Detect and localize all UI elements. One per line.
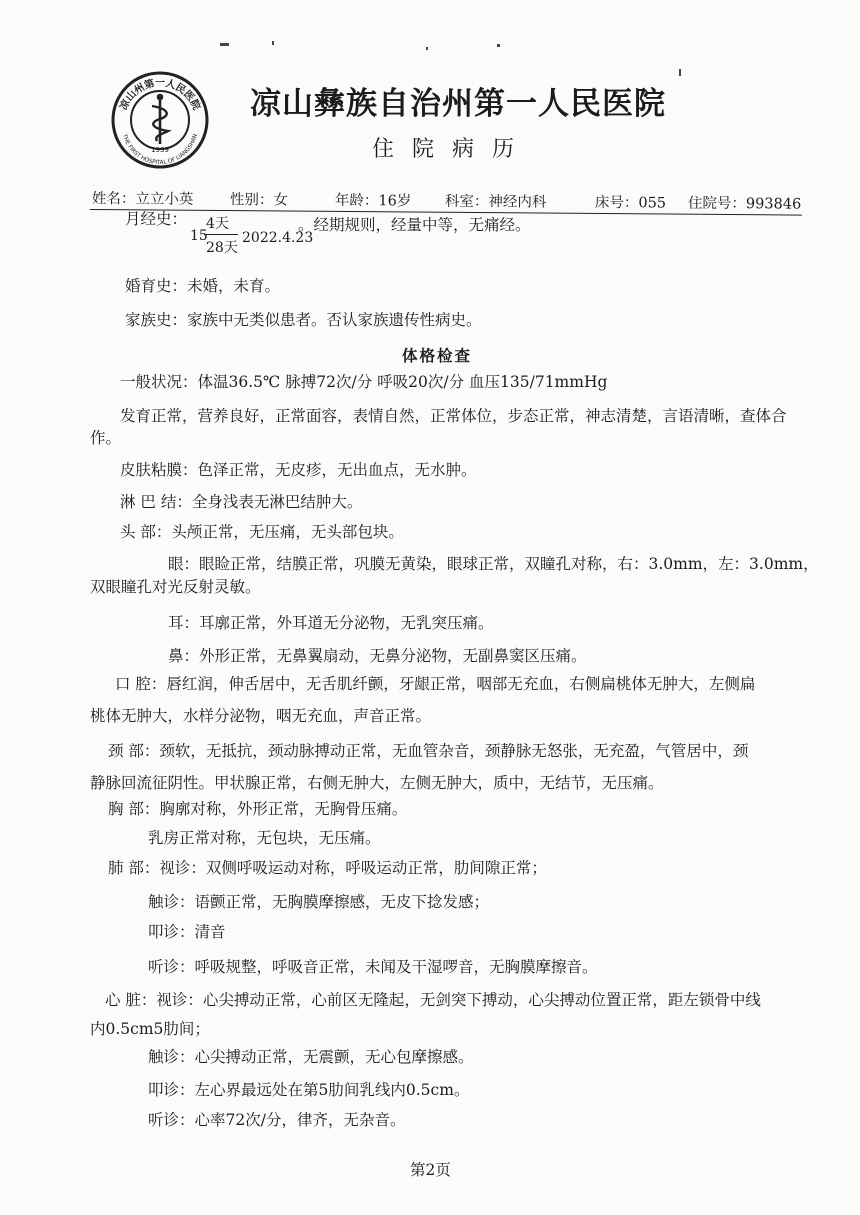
- general-vitals: 一般状况：体温36.5℃ 脉搏72次/分 呼吸20次/分 血压135/71mmHg: [120, 373, 608, 391]
- mouth-exam-line1: 口 腔：唇红润，伸舌居中，无舌肌纤颤，牙龈正常，咽部无充血，右侧扁桃体无肿大，左侧扁: [115, 675, 756, 693]
- nose-exam: 鼻：外形正常，无鼻翼扇动，无鼻分泌物，无副鼻窦区压痛。: [168, 647, 587, 665]
- lung-palpation: 触诊：语颤正常，无胸膜摩擦感，无皮下捻发感；: [148, 893, 490, 911]
- logo-ring-top-text: 凉山州第一人民医院: [118, 78, 202, 112]
- eye-exam-line1: 眼：眼睑正常，结膜正常，巩膜无黄染，眼球正常，双瞳孔对称，右：3.0mm，左：3.0mm，: [168, 555, 819, 573]
- menstrual-formula: [190, 213, 314, 257]
- patient-bed: 床号：055: [594, 194, 667, 212]
- menstrual-cycle: 28天: [206, 240, 238, 256]
- lymph-exam: 淋 巴 结：全身浅表无淋巴结肿大。: [120, 493, 363, 511]
- hospital-name: 凉山彝族自治州第一人民医院: [250, 86, 666, 122]
- menstrual-label: 月经史：: [125, 210, 188, 228]
- patient-info-bar: [90, 187, 802, 216]
- general-description-line1: 发育正常，营养良好，正常面容，表情自然，正常体位，步态正常，神志清楚，言语清晰，查体合: [120, 407, 787, 425]
- patient-admission-no: 住院号：993846: [687, 195, 802, 213]
- fraction-line: [204, 234, 238, 235]
- hospital-logo-icon: [110, 70, 210, 170]
- menstrual-description: 。经期规则，经量中等，无痛经。: [298, 216, 531, 234]
- exam-title: 体格检查: [402, 346, 473, 365]
- lung-inspection: 肺 部：视诊：双侧呼吸运动对称，呼吸运动正常，肋间隙正常；: [108, 859, 547, 877]
- family-history: 家族史：家族中无类似患者。否认家族遗传性病史。: [125, 311, 482, 329]
- marital-history: 婚育史：未婚，未育。: [125, 277, 281, 295]
- scan-speck: [679, 69, 681, 76]
- general-description-line2: 作。: [90, 429, 122, 447]
- logo-year: 1939: [151, 146, 169, 154]
- scan-speck: [272, 41, 274, 45]
- eye-exam-line2: 双眼瞳孔对光反射灵敏。: [90, 578, 261, 596]
- record-title: 住院病历: [372, 137, 533, 162]
- logo-ring-bottom-text: THE FIRST HOSPITAL OF LIANGSHAN: [121, 133, 199, 167]
- scan-speck: [220, 43, 229, 46]
- head-exam: 头 部：头颅正常，无压痛，无头部包块。: [120, 523, 404, 541]
- skin-exam: 皮肤粘膜：色泽正常，无皮疹，无出血点，无水肿。: [120, 461, 477, 479]
- lung-auscultation: 听诊：呼吸规整，呼吸音正常，未闻及干湿啰音，无胸膜摩擦音。: [148, 958, 598, 976]
- heart-palpation: 触诊：心尖搏动正常，无震颤，无心包摩擦感。: [148, 1048, 474, 1066]
- mouth-exam-line2: 桃体无肿大，水样分泌物，咽无充血，声音正常。: [90, 707, 432, 725]
- ear-exam: 耳：耳廓正常，外耳道无分泌物，无乳突压痛。: [168, 614, 494, 632]
- heart-inspection-line2: 内0.5cm5肋间；: [90, 1020, 210, 1038]
- neck-exam-line1: 颈 部：颈软，无抵抗，颈动脉搏动正常，无血管杂音，颈静脉无怒张，无充盈，气管居中，颈: [108, 742, 749, 760]
- menstrual-duration: 4天: [206, 216, 229, 232]
- chest-exam: 胸 部：胸廓对称，外形正常，无胸骨压痛。: [108, 800, 408, 818]
- patient-name: 姓名：立立小英: [91, 191, 194, 208]
- patient-age: 年龄：16岁: [334, 192, 412, 210]
- page-number: 第2页: [410, 1161, 451, 1179]
- menstrual-lmp: 2022.4.23: [242, 230, 314, 246]
- patient-department: 科室：神经内科: [444, 193, 547, 211]
- menstrual-age: 15: [190, 228, 208, 244]
- scan-speck: [497, 44, 500, 47]
- patient-sex: 性别：女: [229, 192, 288, 209]
- neck-exam-line2: 静脉回流征阴性。甲状腺正常，右侧无肿大，左侧无肿大，质中，无结节，无压痛。: [90, 774, 664, 792]
- heart-auscultation: 听诊：心率72次/分，律齐，无杂音。: [148, 1111, 406, 1129]
- scan-speck: [426, 47, 428, 50]
- breast-exam: 乳房正常对称，无包块，无压痛。: [148, 829, 381, 847]
- heart-inspection-line1: 心 脏：视诊：心尖搏动正常，心前区无隆起，无剑突下搏动，心尖搏动位置正常，距左锁骨中线: [105, 991, 761, 1009]
- heart-percussion: 叩诊：左心界最远处在第5肋间乳线内0.5cm。: [148, 1081, 470, 1099]
- lung-percussion: 叩诊：清音: [148, 923, 226, 941]
